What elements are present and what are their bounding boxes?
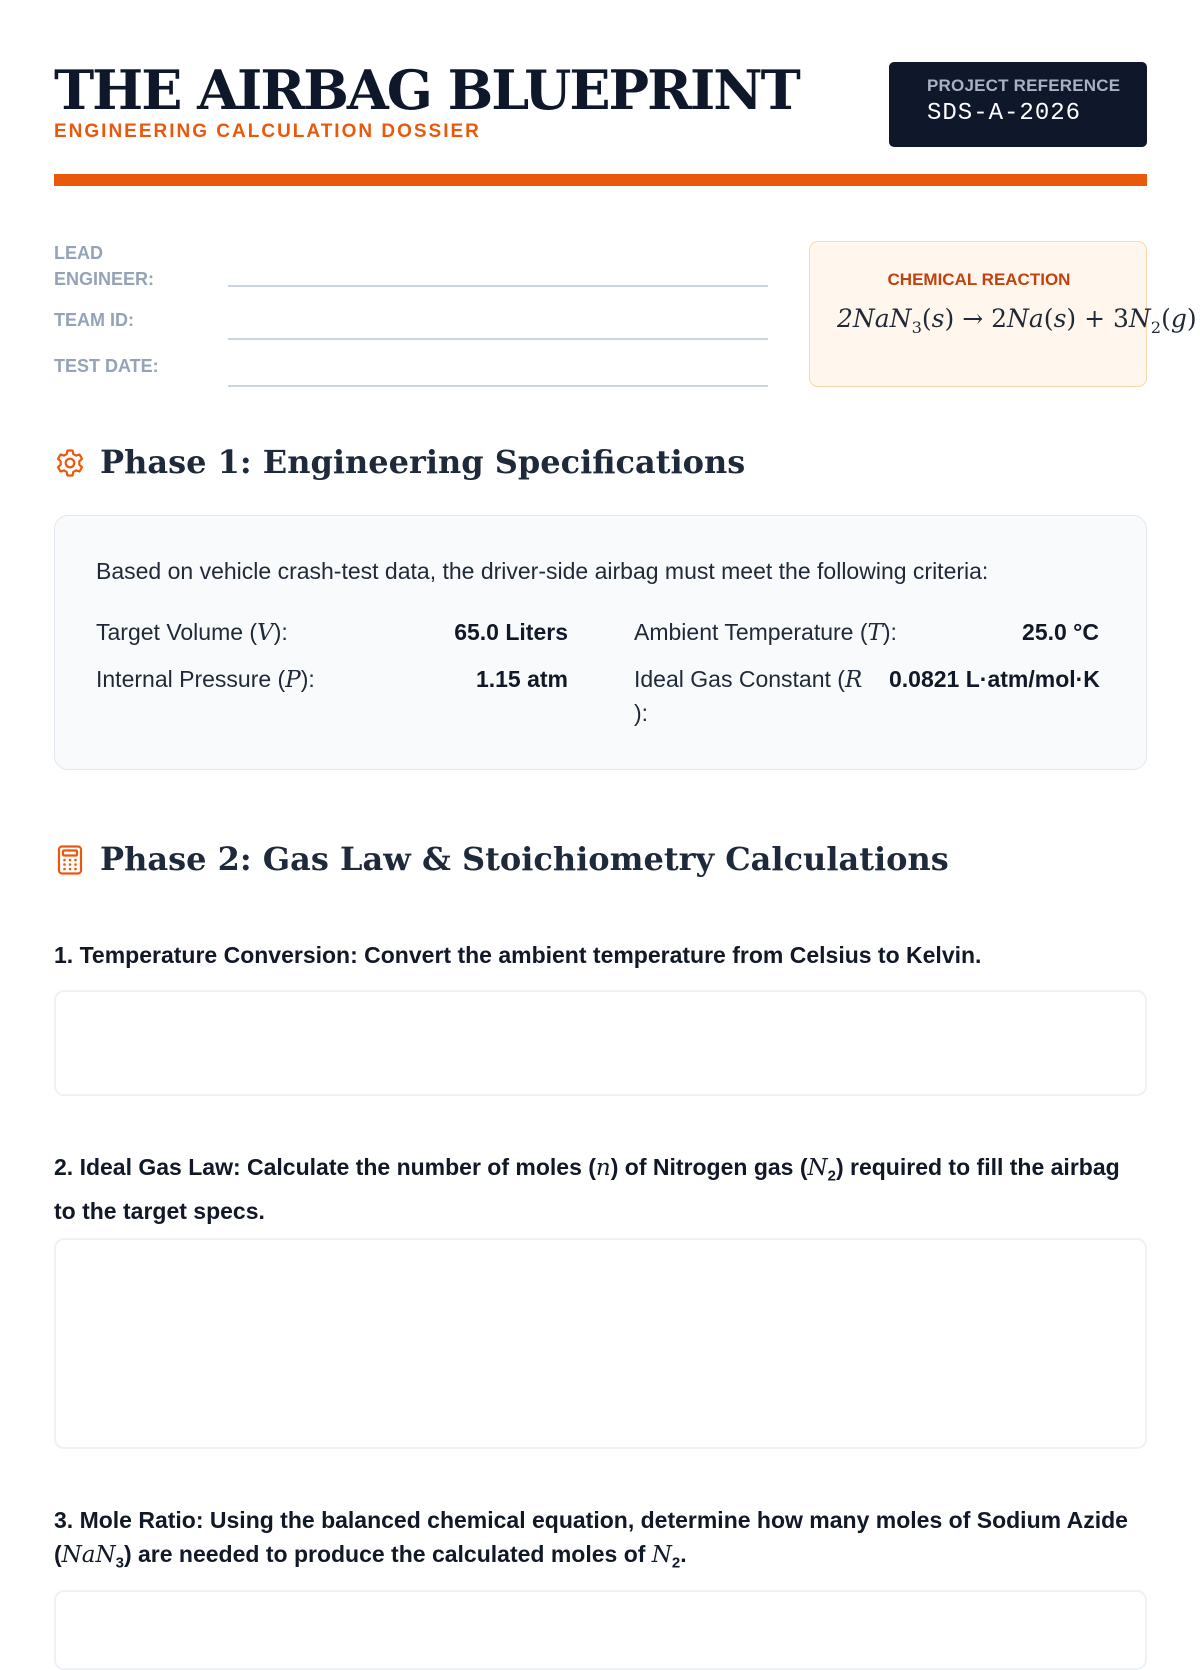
target-volume-value: 65.0 Liters (454, 619, 568, 645)
answer-box-2[interactable] (54, 1238, 1147, 1449)
specifications-intro: Based on vehicle crash-test data, the driver-side airbag must meet the following criteria: (96, 558, 989, 584)
internal-pressure-value: 1.15 atm (475, 666, 568, 692)
gear-icon (54, 447, 86, 479)
chemical-reaction-label: CHEMICAL REACTION (887, 270, 1071, 289)
question-1: 1. Temperature Conversion: Convert the ambient temperature from Celsius to Kelvin. (54, 942, 982, 968)
project-reference-label: PROJECT REFERENCE (927, 76, 1121, 95)
specifications-card (54, 515, 1147, 770)
test-date-field[interactable] (228, 385, 768, 387)
question-2: 2. Ideal Gas Law: Calculate the number of moles (n) of Nitrogen gas $(N_2)$ required to fill the airbag to the target specs. (54, 1154, 1120, 1224)
internal-pressure-label: Internal Pressure (P): (96, 666, 315, 693)
ambient-temperature-label: Ambient Temperature (T): (634, 619, 897, 646)
question-3: 3. Mole Ratio: Using the balanced chemical equation, determine how many moles of Sodium Azide (NaN$_3$) are needed to produce the calculated moles of $N_2$. (54, 1507, 1128, 1572)
gas-constant-value: 0.0821 L·atm/mol·K (889, 666, 1100, 692)
test-date-label: TEST DATE: (54, 356, 159, 376)
lead-engineer-label: LEAD ENGINEER: (54, 243, 155, 289)
gas-constant-label: Ideal Gas Constant (R ): (634, 666, 863, 726)
lead-engineer-field[interactable] (228, 285, 768, 287)
chemical-reaction-equation: $2NaN_3(s) \to 2Na(s) + 3N_2(g)$ (837, 304, 1197, 337)
ambient-temperature-value: 25.0 °C (1022, 619, 1099, 645)
phase-1-title: Phase 1: Engineering Specifications (100, 443, 746, 481)
answer-box-3[interactable] (54, 1590, 1147, 1670)
phase-2-title: Phase 2: Gas Law & Stoichiometry Calculations (100, 840, 949, 878)
header-divider (54, 174, 1147, 186)
calculator-icon (54, 844, 86, 876)
team-id-label: TEAM ID: (54, 310, 134, 330)
project-reference-code: SDS-A-2026 (927, 100, 1082, 127)
project-reference-box (889, 62, 1147, 147)
target-volume-label: Target Volume (V): (96, 619, 288, 646)
answer-box-1[interactable] (54, 990, 1147, 1096)
page-title: THE AIRBAG BLUEPRINT (54, 58, 799, 122)
chemical-reaction-box (809, 241, 1197, 387)
team-id-field[interactable] (228, 338, 768, 340)
page-subtitle: ENGINEERING CALCULATION DOSSIER (54, 121, 481, 142)
